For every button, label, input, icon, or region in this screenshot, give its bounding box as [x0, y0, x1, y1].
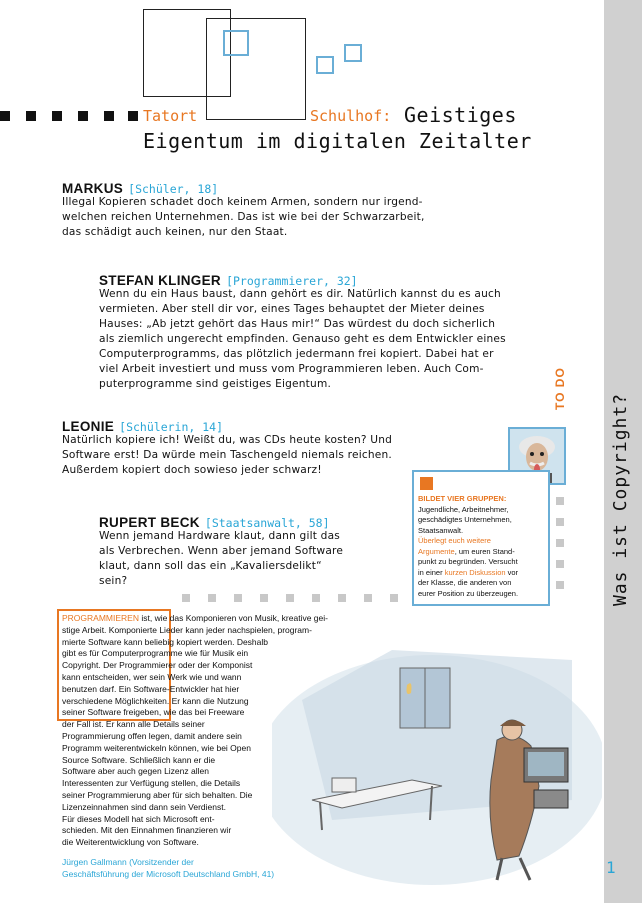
deco-square-blue	[223, 30, 249, 56]
deco-dot	[234, 594, 242, 602]
kicker-schulhof: Schulhof:	[310, 107, 392, 125]
todo-emphasis: Argumente	[418, 546, 455, 556]
quote-line: Computerprogramms, das plötzlich jedermann frei kopiert. Dabei hat er	[99, 348, 494, 360]
prog-line: seiner Programmierung aber für sich behalten. Die	[62, 789, 253, 800]
prog-line: Software aber auch gegen Lizenz allen	[62, 766, 209, 777]
sidebar-title: Was ist Copyright?	[610, 392, 631, 606]
todo-text	[418, 494, 546, 599]
todo-line: Jugendliche, Arbeitnehmer,	[418, 504, 509, 514]
todo-line	[418, 568, 546, 579]
todo-line	[418, 547, 546, 558]
prog-line: der Fall ist. Er kann alle Details seiner	[62, 719, 205, 730]
quote-line: Wenn du ein Haus baust, dann gehört es dir. Natürlich kannst du es auch	[99, 288, 501, 300]
todo-emphasis: kurzen Diskussion	[444, 567, 506, 577]
quote-line: puterprogramme sind geistiges Eigentum.	[99, 378, 332, 390]
quote-text	[62, 433, 392, 478]
prog-line-rest: ist, wie das Komponieren von Musik, kreative gei-	[138, 613, 328, 623]
deco-dot	[182, 594, 190, 602]
quote-line: das schädigt auch keinen, nur den Staat.	[62, 226, 288, 238]
prog-line: verschiedene Möglichkeiten. Er kann die Nutzung	[62, 695, 249, 706]
speaker-name: LEONIE	[62, 419, 115, 434]
deco-dot	[208, 594, 216, 602]
speaker-name: MARKUS	[62, 181, 124, 196]
deco-dash	[78, 111, 88, 121]
deco-square-blue	[316, 56, 334, 74]
deco-dot	[556, 518, 564, 526]
quote-line: sein?	[99, 575, 128, 587]
deco-dot	[556, 560, 564, 568]
deco-dot	[556, 539, 564, 547]
quote-line: Außerdem kopiert doch sowieso jeder schwarz!	[62, 464, 322, 476]
signature	[62, 857, 274, 880]
deco-dash	[26, 111, 36, 121]
quote-line: welchen reichen Unternehmen. Das ist wie bei der Schwarzarbeit,	[62, 211, 425, 223]
deco-dot	[312, 594, 320, 602]
programmieren-text	[62, 613, 374, 849]
speaker-role: [Schüler, 18]	[128, 182, 219, 196]
quote-line: Hauses: „Ab jetzt gehört das Haus mir!“ Das würdest du doch sicherlich	[99, 318, 496, 330]
deco-dash	[104, 111, 114, 121]
quote-line: vermieten. Aber stell dir vor, eines Tages behauptet der Mieter deines	[99, 303, 485, 315]
deco-square-blue	[344, 44, 362, 62]
quote-line: Illegal Kopieren schadet doch keinem Armen, sondern nur irgend-	[62, 196, 423, 208]
prog-line: Programm weiterentwickeln können, wie bei Open	[62, 742, 251, 753]
prog-line: Source Software. Schließlich kann er die	[62, 754, 216, 765]
todo-line-rest: , um euren Stand-	[454, 546, 515, 556]
todo-line: eurer Position zu überzeugen.	[418, 588, 519, 598]
signature-line: Geschäftsführung der Microsoft Deutschland GmbH, 41)	[62, 868, 275, 879]
speaker-role: [Schülerin, 14]	[119, 420, 224, 434]
quote-line: Natürlich kopiere ich! Weißt du, was CDs heute kosten? Und	[62, 434, 393, 446]
todo-line: Überlegt euch weitere	[418, 536, 491, 545]
prog-line: Interessenten zur Verfügung stellen, die Details	[62, 778, 241, 789]
signature-line: Jürgen Gallmann (Vorsitzender der	[62, 857, 194, 867]
prog-line: gibt es für Computerprogramme wie für Musik ein	[62, 648, 249, 659]
speaker-role: [Programmierer, 32]	[226, 274, 358, 288]
todo-marker	[420, 477, 433, 490]
prog-line: die Weiterentwicklung von Software.	[62, 837, 199, 848]
prog-line: mierte Software kann beliebig kopiert werden. Deshalb	[62, 636, 269, 647]
deco-dot	[286, 594, 294, 602]
deco-dot	[260, 594, 268, 602]
prog-line: Copyright. Der Programmierer oder der Komponist	[62, 660, 253, 671]
quote-text	[99, 529, 343, 589]
deco-square	[206, 18, 306, 120]
prog-line: benutzen darf. Ein Software-Entwickler hat hier	[62, 683, 240, 694]
quote-line: viel Arbeit investiert und muss vom Programmieren leben. Auch Com-	[99, 363, 484, 375]
prog-line: kann entscheiden, wer sein Werk wie und wann	[62, 671, 242, 682]
prog-line: seiner Software freigeben, wie das bei Freeware	[62, 707, 245, 718]
page-number: 1	[606, 858, 616, 877]
kicker-tatort: Tatort	[143, 107, 198, 125]
quote-text	[62, 195, 425, 240]
prog-line: stige Arbeit. Komponierte Lieder kann jeder nachspielen, program-	[62, 624, 312, 635]
todo-line-part: in einer	[418, 567, 445, 577]
page-title-line2: Eigentum im digitalen Zeitalter	[143, 129, 532, 153]
quote-line: klaut, dann soll das ein „Kavaliersdelikt“	[99, 560, 322, 572]
todo-line: geschädigtes Unternehmen,	[418, 515, 512, 524]
deco-dot	[364, 594, 372, 602]
deco-dash	[128, 111, 138, 121]
prog-line: schieden. Mit den Einnahmen finanzieren wir	[62, 825, 232, 836]
quote-line: als Verbrechen. Wenn aber jemand Software	[99, 545, 344, 557]
deco-dot	[556, 581, 564, 589]
todo-line-part: vor	[505, 567, 519, 577]
quote-text	[99, 287, 506, 392]
todo-label: TO DO	[553, 367, 567, 410]
deco-dash	[0, 111, 10, 121]
prog-first-line	[62, 613, 374, 625]
speaker-role: [Staatsanwalt, 58]	[204, 516, 330, 530]
todo-line: punkt zu begründen. Versucht	[418, 557, 518, 566]
todo-heading: BILDET VIER GRUPPEN:	[418, 494, 507, 503]
prog-keyword: PROGRAMMIEREN	[62, 613, 139, 623]
quote-line: als ziemlich ungerecht empfinden. Genauso geht es dem Entwickler eines	[99, 333, 506, 345]
prog-line: Programmierung offen legen, damit andere sein	[62, 730, 242, 741]
speaker-name: STEFAN KLINGER	[99, 273, 221, 288]
todo-line: Staatsanwalt.	[418, 525, 464, 535]
quote-line: Wenn jemand Hardware klaut, dann gilt das	[99, 530, 341, 542]
deco-dot	[338, 594, 346, 602]
quote-line: Software erst! Da würde mein Taschengeld niemals reichen.	[62, 449, 392, 461]
prog-line: Für dieses Modell hat sich Microsoft ent-	[62, 813, 215, 824]
deco-dot	[556, 497, 564, 505]
todo-line: der Klasse, die anderen von	[418, 578, 512, 587]
speaker-name: RUPERT BECK	[99, 515, 200, 530]
page-title-line1: Geistiges	[404, 103, 517, 127]
deco-dot	[390, 594, 398, 602]
deco-dash	[52, 111, 62, 121]
prog-line: Lizenzeinnahmen sind dann sein Verdienst.	[62, 801, 226, 812]
